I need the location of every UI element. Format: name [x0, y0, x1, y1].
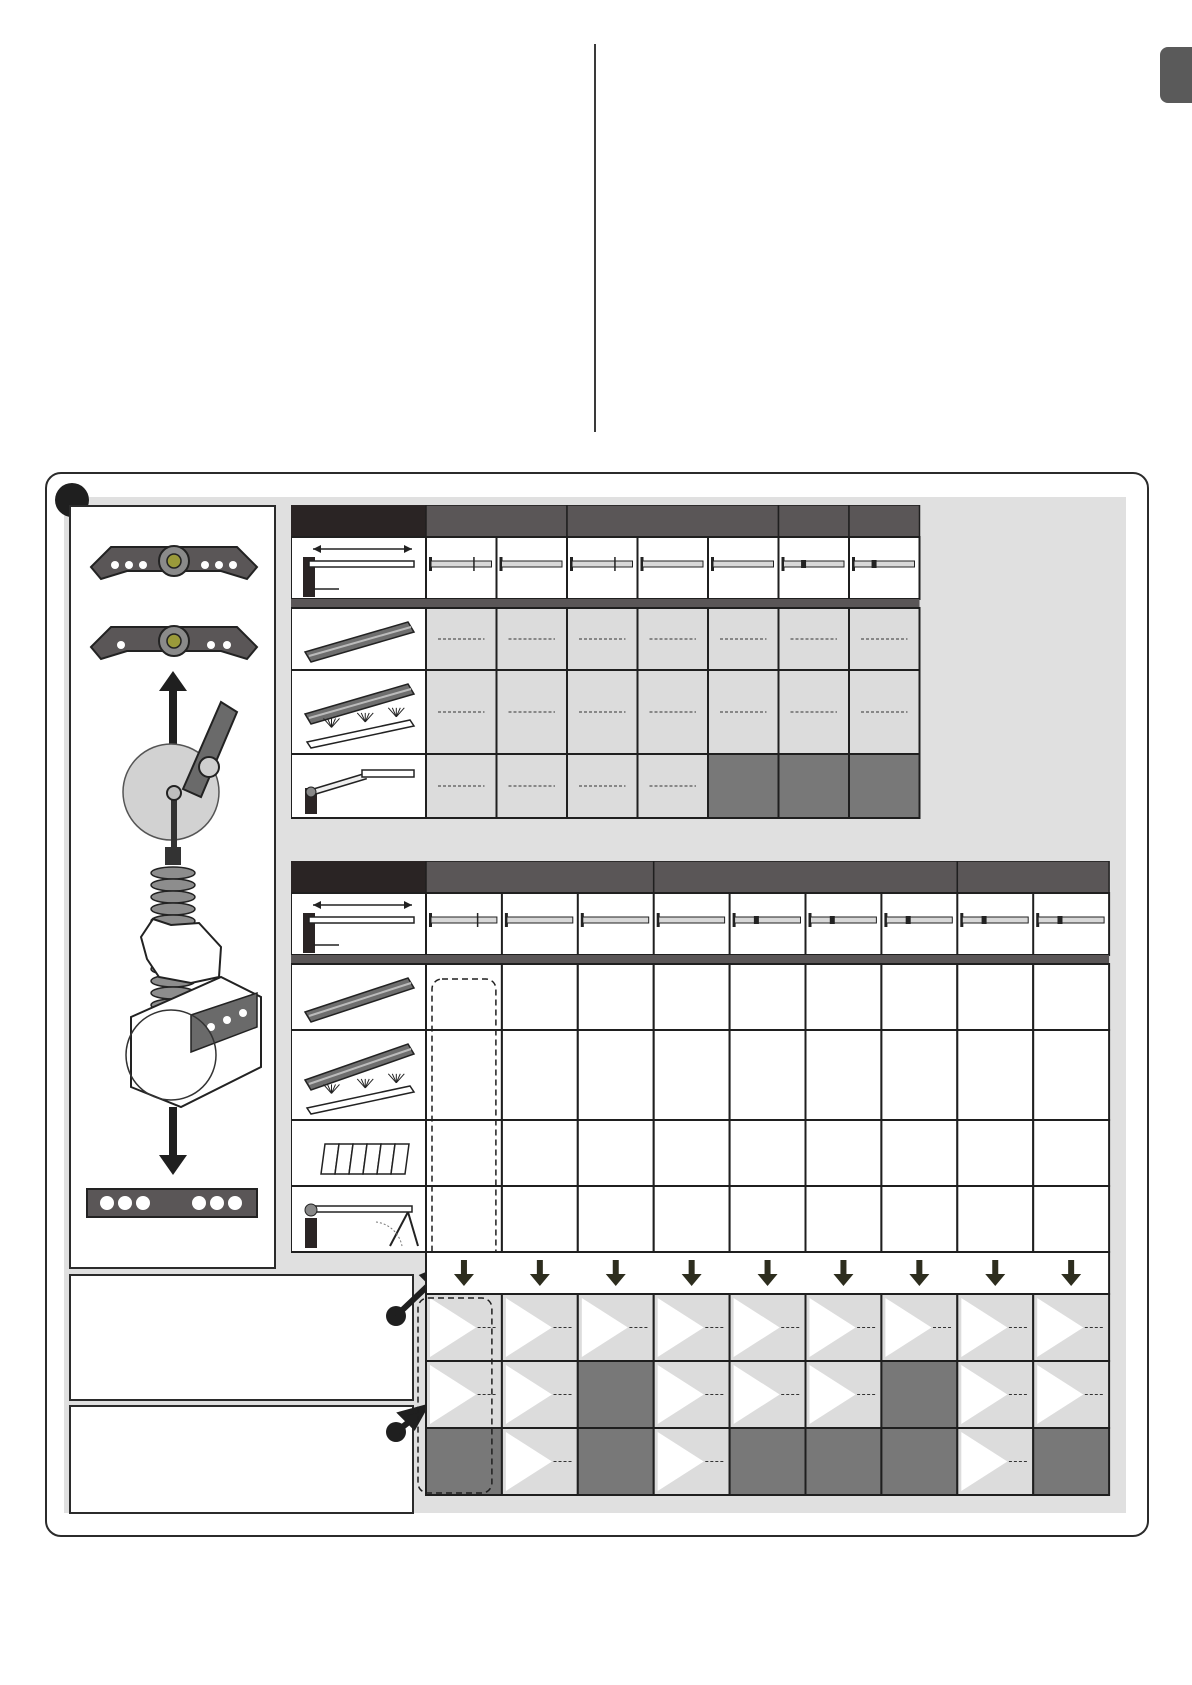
column-group-header [654, 861, 958, 893]
compatibility-cell [578, 1120, 654, 1186]
incompatible-cell [426, 1428, 502, 1495]
compatibility-cell [426, 964, 502, 1030]
compatibility-cell [578, 1186, 654, 1252]
compatibility-cell [779, 670, 850, 754]
table-header-label-cell [291, 505, 426, 537]
compatibility-cell [849, 608, 920, 670]
compatibility-cell [654, 964, 730, 1030]
compatibility-cell [497, 670, 568, 754]
compatibility-cell [730, 1030, 806, 1120]
compatibility-cell [654, 1120, 730, 1186]
compatibility-table-lower [291, 861, 1121, 1511]
compatibility-cell [957, 1030, 1033, 1120]
compatibility-cell [638, 608, 709, 670]
compatibility-cell [730, 964, 806, 1030]
incompatible-cell [1033, 1428, 1109, 1495]
compatibility-cell [502, 1186, 578, 1252]
incompatible-cell [578, 1361, 654, 1428]
compatibility-cell [1033, 1186, 1109, 1252]
compatibility-table-upper [291, 505, 971, 843]
column-group-header [849, 505, 920, 537]
compatibility-cell [638, 670, 709, 754]
compatibility-cell [426, 1030, 502, 1120]
compatibility-cell [957, 1186, 1033, 1252]
column-group-header [567, 505, 779, 537]
compatibility-cell [567, 754, 638, 818]
compatibility-cell [806, 964, 882, 1030]
compatibility-cell [578, 1030, 654, 1120]
compatibility-cell [638, 754, 709, 818]
compatibility-cell [957, 964, 1033, 1030]
skirt-icon [321, 1144, 409, 1174]
compatibility-cell [502, 964, 578, 1030]
compatibility-cell [497, 754, 568, 818]
compatibility-cell [730, 1120, 806, 1186]
incompatible-cell [779, 754, 850, 818]
compatibility-cell [730, 1186, 806, 1252]
compatibility-cell [806, 1120, 882, 1186]
compatibility-cell [502, 1030, 578, 1120]
incompatible-cell [578, 1428, 654, 1495]
incompatible-cell [849, 754, 920, 818]
compatibility-cell [806, 1186, 882, 1252]
compatibility-cell [426, 670, 497, 754]
incompatible-cell [730, 1428, 806, 1495]
compatibility-cell [1033, 964, 1109, 1030]
compatibility-cell [881, 1030, 957, 1120]
column-group-header [426, 505, 567, 537]
compatibility-cell [1033, 1120, 1109, 1186]
compatibility-cell [708, 670, 779, 754]
compatibility-cell [881, 964, 957, 1030]
table-separator-band [291, 599, 920, 608]
column-group-header [779, 505, 850, 537]
compatibility-cell [426, 754, 497, 818]
incompatible-cell [806, 1428, 882, 1495]
compatibility-cell [578, 964, 654, 1030]
incompatible-cell [881, 1428, 957, 1495]
table-header-label-cell [291, 861, 426, 893]
compatibility-cell [654, 1030, 730, 1120]
boom-length-row [291, 537, 920, 599]
compatibility-cell [654, 1186, 730, 1252]
compatibility-cell [567, 670, 638, 754]
compatibility-cell [779, 608, 850, 670]
compatibility-cell [426, 1120, 502, 1186]
compatibility-cell [708, 608, 779, 670]
column-group-header [426, 861, 654, 893]
incompatible-cell [708, 754, 779, 818]
compatibility-cell [426, 1186, 502, 1252]
compatibility-cell [881, 1120, 957, 1186]
compatibility-cell [1033, 1030, 1109, 1120]
compatibility-cell [881, 1186, 957, 1252]
incompatible-cell [881, 1361, 957, 1428]
compatibility-cell [957, 1120, 1033, 1186]
compatibility-cell [806, 1030, 882, 1120]
column-group-header [957, 861, 1109, 893]
compatibility-cell [502, 1120, 578, 1186]
table-separator-band [291, 955, 1109, 964]
compatibility-cell [567, 608, 638, 670]
compatibility-cell [497, 608, 568, 670]
compatibility-cell [849, 670, 920, 754]
compatibility-cell [426, 608, 497, 670]
